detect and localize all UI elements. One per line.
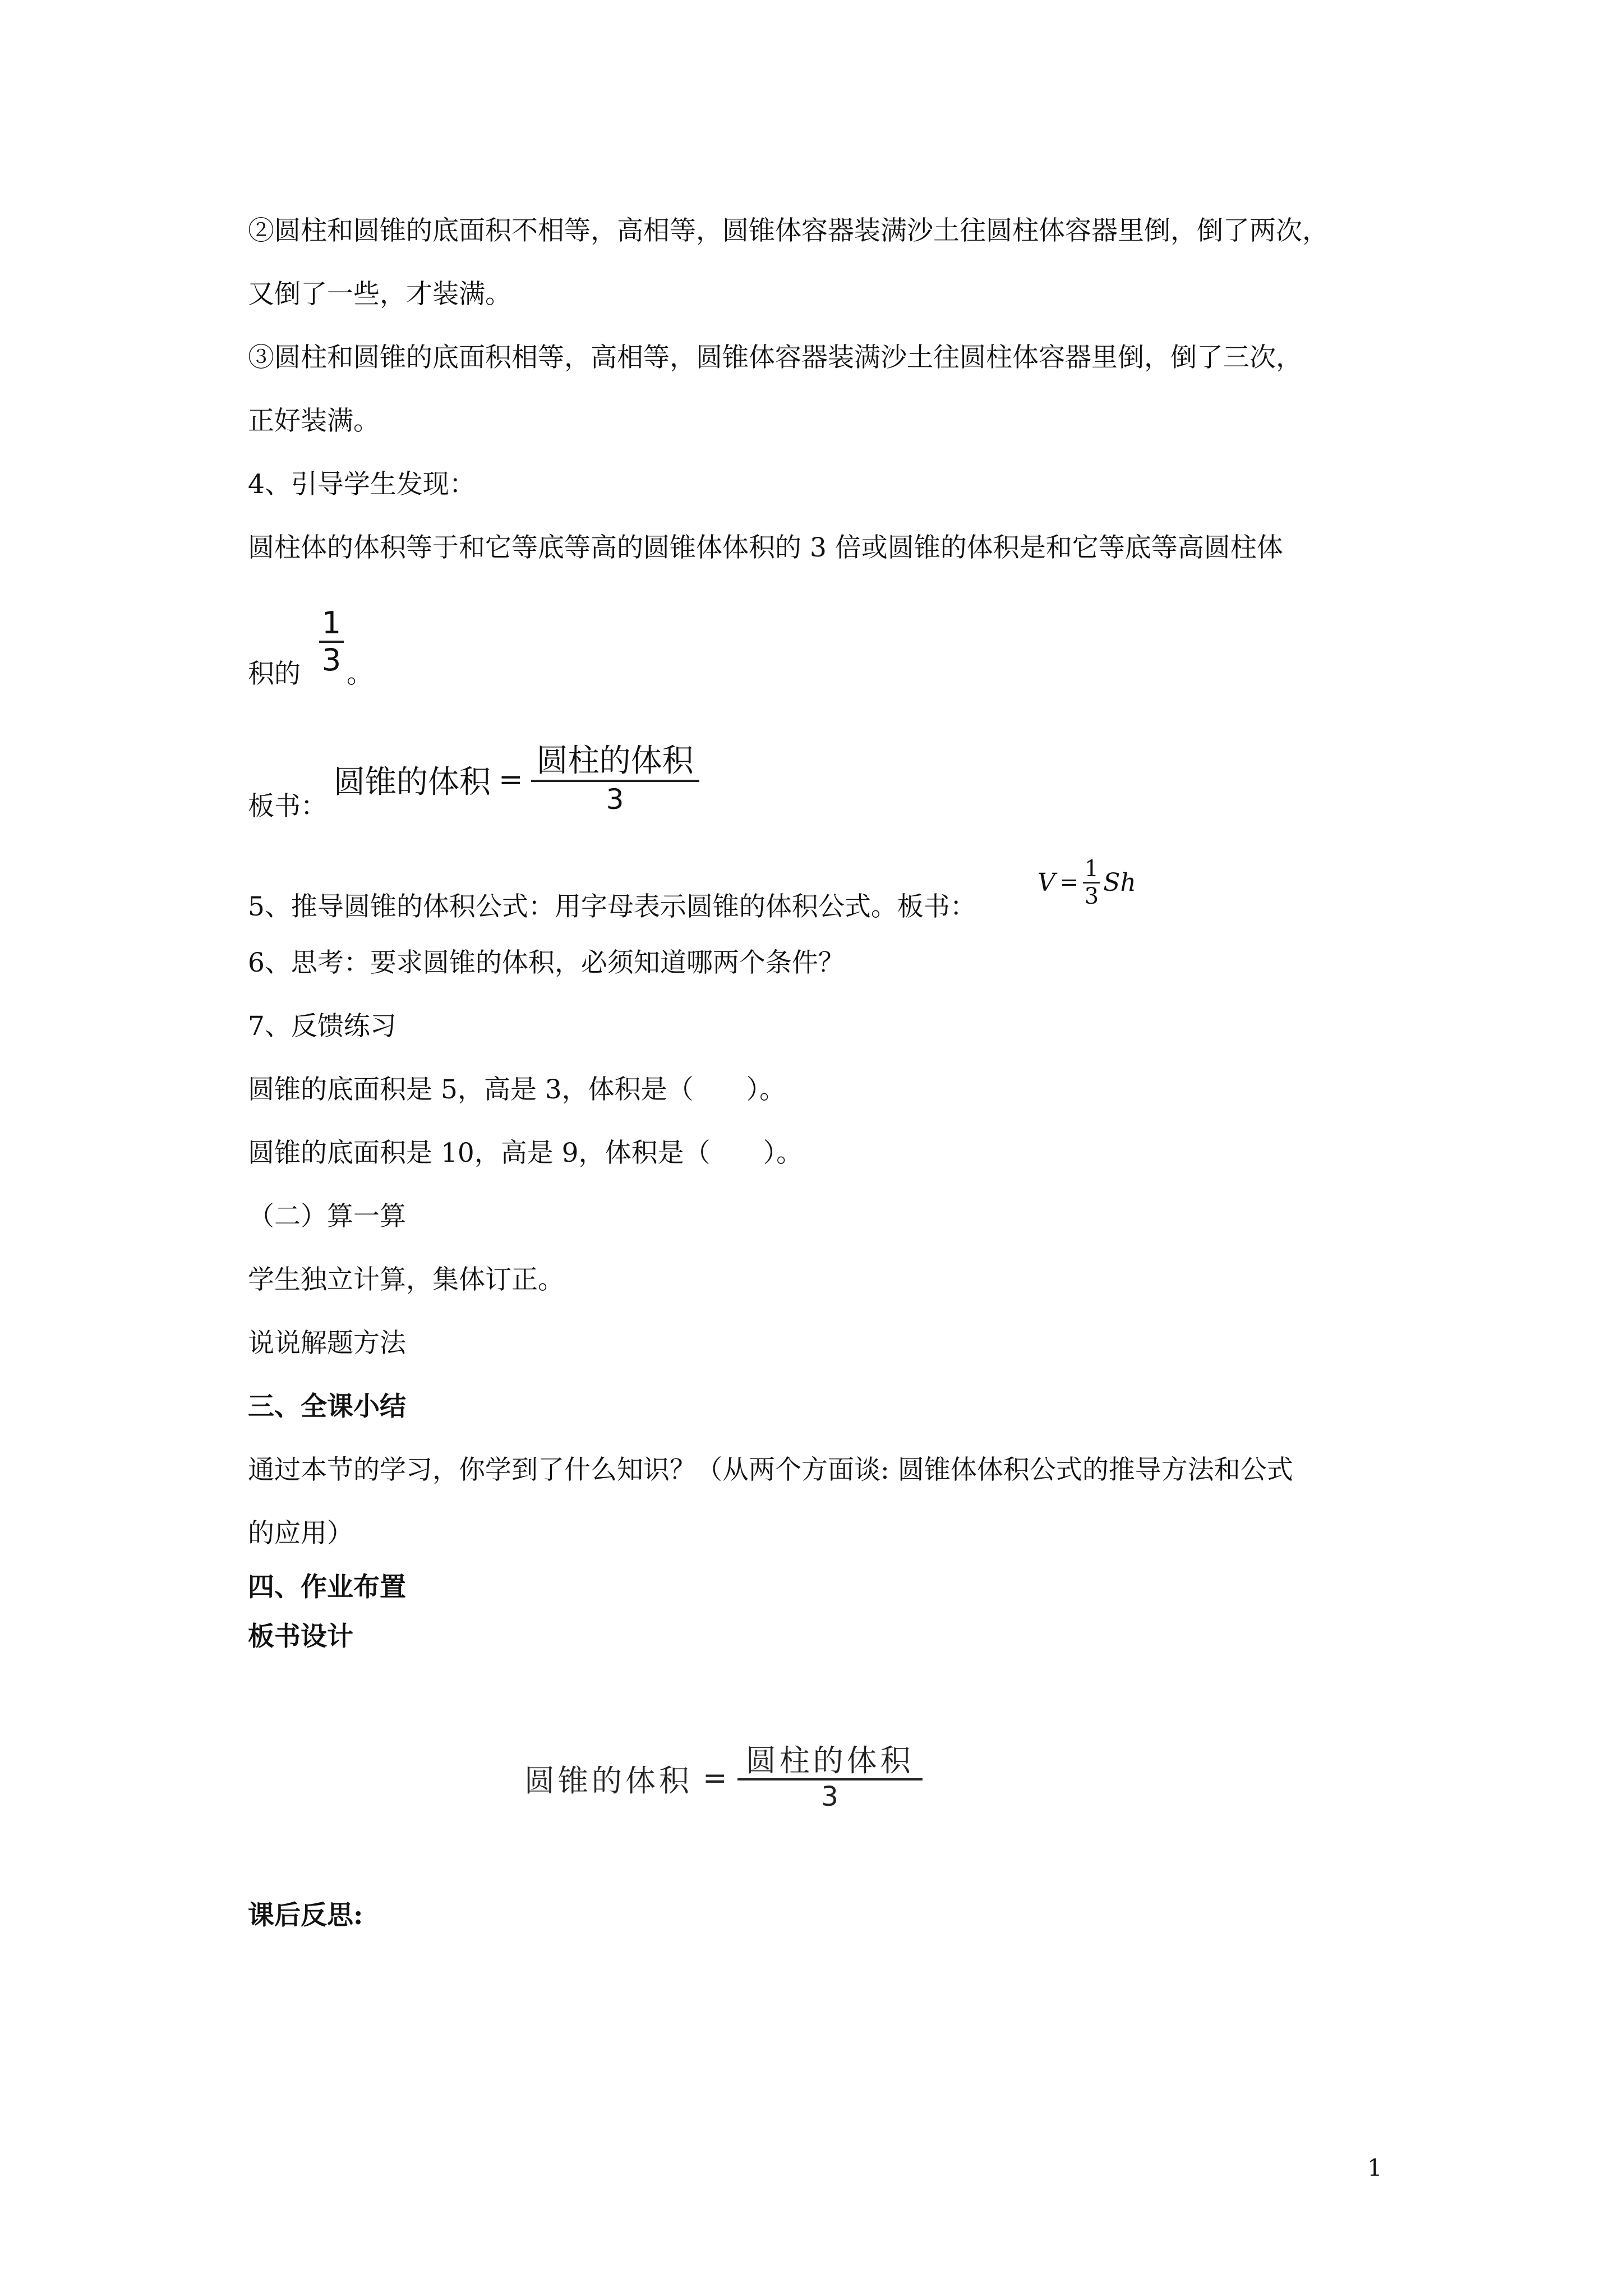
paragraph-line: ③圆柱和圆锥的底面积相等，高相等，圆锥体容器装满沙土往圆柱体容器里倒，倒了三次，	[248, 342, 1302, 373]
formula-fraction	[531, 743, 699, 817]
exercise-line: 圆锥的底面积是 10，高是 9，体积是（ ）。	[248, 1138, 803, 1168]
formula-v-equals-third-sh	[1038, 846, 1136, 919]
paragraph-line: 的应用）	[248, 1518, 353, 1549]
paragraph-line: 正好装满。	[248, 406, 380, 436]
formula-denominator: 3	[821, 1781, 838, 1812]
formula-equals: =	[1059, 869, 1079, 895]
section-heading: 课后反思:	[248, 1900, 363, 1931]
fraction-numerator: 1	[321, 605, 342, 641]
formula-denominator: 3	[1084, 883, 1099, 909]
paragraph-line: 说说解题方法	[248, 1328, 406, 1359]
step-heading: 4、引导学生发现：	[248, 469, 476, 500]
step-heading: 7、反馈练习	[248, 1011, 396, 1042]
formula-board-design	[524, 1739, 923, 1818]
formula-numerator: 圆柱的体积	[745, 1743, 914, 1778]
formula-denominator: 3	[606, 783, 624, 816]
board-label: 板书：	[248, 791, 327, 822]
fraction-denominator: 3	[321, 642, 342, 678]
formula-lhs: 圆锥的体积	[334, 764, 491, 800]
step-heading: 5、推导圆锥的体积公式：用字母表示圆锥的体积公式。板书：	[248, 891, 976, 922]
paragraph-line: 积的	[248, 659, 301, 689]
subsection-heading: （二）算一算	[248, 1201, 406, 1232]
section-heading: 四、作业布置	[248, 1572, 406, 1603]
paragraph-line: 又倒了一些，才装满。	[248, 279, 511, 310]
formula-equals: =	[499, 763, 523, 797]
exercise-line: 圆锥的底面积是 5，高是 3，体积是（ ）。	[248, 1074, 786, 1105]
step-heading: 6、思考：要求圆锥的体积，必须知道哪两个条件？	[248, 947, 845, 978]
formula-lhs: V	[1038, 868, 1055, 897]
formula-fraction	[737, 1743, 923, 1813]
section-heading: 板书设计	[248, 1621, 353, 1652]
paragraph-line: 学生独立计算，集体订正。	[248, 1264, 564, 1295]
page-number: 1	[1367, 2154, 1382, 2182]
formula-numerator: 圆柱的体积	[536, 743, 694, 779]
formula-equals: =	[703, 1761, 727, 1795]
paragraph-line: ②圆柱和圆锥的底面积不相等，高相等，圆锥体容器装满沙土往圆柱体容器里倒，倒了两次，	[248, 215, 1329, 246]
fraction-one-third	[317, 606, 345, 678]
section-heading: 三、全课小结	[248, 1391, 406, 1422]
formula-rhs: Sh	[1103, 868, 1136, 897]
paragraph-line: 圆柱体的体积等于和它等底等高的圆锥体体积的 3 倍或圆锥的体积是和它等底等高圆柱体	[248, 532, 1283, 563]
paragraph-line: 通过本节的学习，你学到了什么知识？（从两个方面谈: 圆锥体体积公式的推导方法和公式	[248, 1455, 1293, 1485]
formula-fraction	[1083, 856, 1100, 909]
formula-lhs: 圆锥的体积	[524, 1763, 693, 1798]
formula-cone-volume	[334, 740, 699, 819]
paragraph-line: 。	[347, 659, 373, 689]
formula-numerator: 1	[1084, 855, 1099, 882]
